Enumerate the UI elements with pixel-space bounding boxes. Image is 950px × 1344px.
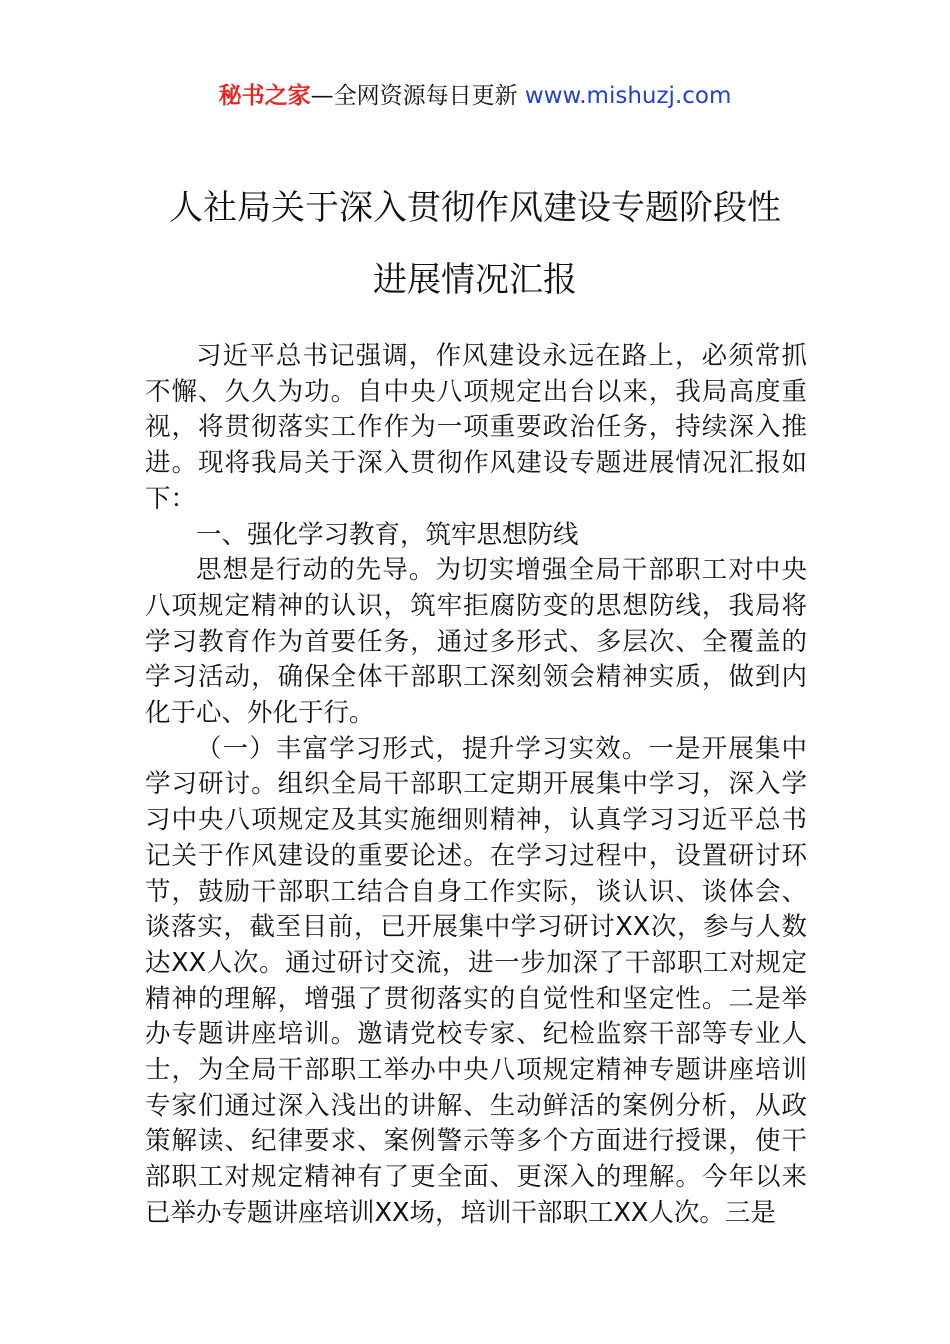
site-banner (0, 78, 950, 114)
intro-paragraph: 习近平总书记强调，作风建设永远在路上，必须常抓不懈、久久为功。自中央八项规定出台以来，我局高度重视，将贯彻落实工作作为一项重要政治任务，持续深入推进。现将我局关于深入贯彻作风建设专题进展情况汇报如下： (145, 341, 807, 514)
site-url-link[interactable]: www.mishuzj.com (524, 83, 732, 109)
section-heading: 一、强化学习教育，筑牢思想防线 (196, 519, 579, 550)
subsection-paragraph: （一）丰富学习形式，提升学习实效。一是开展集中学习研讨。组织全局干部职工定期开展集中学习，深入学习中央八项规定及其实施细则精神，认真学习习近平总书记关于作风建设的重要论述。在学习过程中，设置研讨环节，鼓励干部职工结合自身工作实际，谈认识、谈体会、谈落实，截至目前，已开展集中学习研讨XX次，参与人数达XX人次。通过研讨交流，进一步加深了干部职工对规定精神的理解，增强了贯彻落实的自觉性和坚定性。二是举办专题讲座培训。邀请党校专家、纪检监察干部等专业人士，为全局干部职工举办中央八项规定精神专题讲座培训专家们通过深入浅出的讲解、生动鲜活的案例分析，从政策解读、纪律要求、案例警示等多个方面进行授课，使干部职工对规定精神有了更全面、更深入的理解。今年以来已举办专题讲座培训XX场，培训干部职工XX人次。三是 (145, 733, 807, 1228)
section-paragraph: 思想是行动的先导。为切实增强全局干部职工对中央八项规定精神的认识，筑牢拒腐防变的思想防线，我局将学习教育作为首要任务，通过多形式、多层次、全覆盖的学习活动，确保全体干部职工深刻领会精神实质，做到内化于心、外化于行。 (145, 555, 807, 729)
site-brand[interactable]: 秘书之家 (218, 83, 311, 109)
document-title-line-1: 人社局关于深入贯彻作风建设专题阶段性 (169, 188, 781, 228)
document-title-line-2: 进展情况汇报 (373, 260, 577, 300)
site-tagline: —全网资源每日更新 (310, 83, 518, 109)
document-body (145, 339, 807, 1232)
